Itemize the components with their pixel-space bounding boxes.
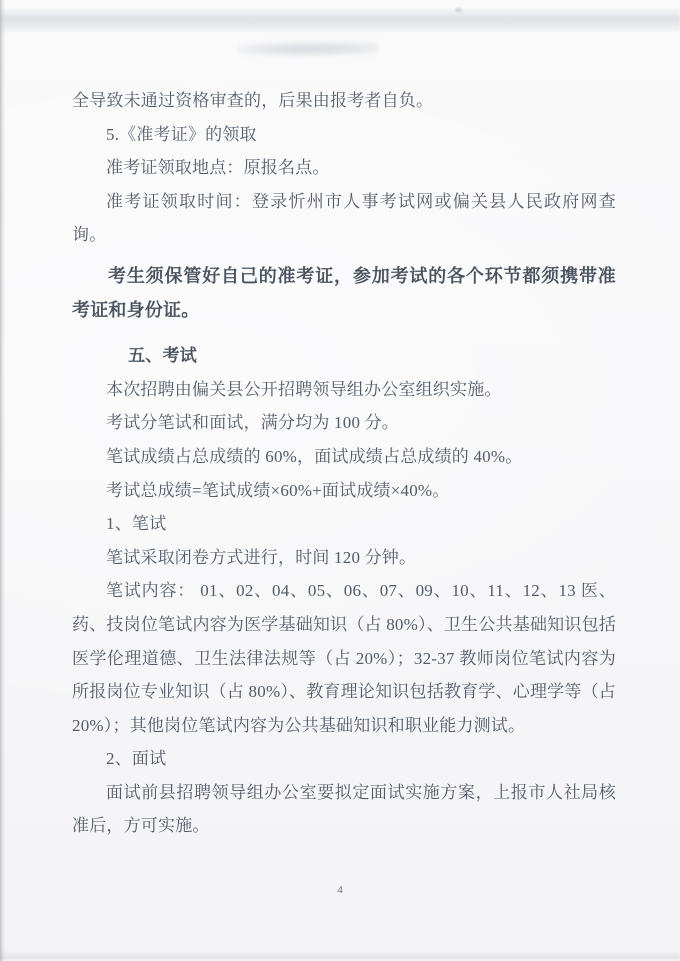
scan-shadow-bottom [0, 951, 680, 959]
para-interview-plan: 面试前县招聘领导组办公室要拟定面试实施方案，上报市人社局核准后，方可实施。 [72, 782, 616, 836]
item-admission-ticket-collection: 5.《准考证》的领取 [106, 124, 257, 144]
para-qualification-notice: 全导致未通过资格审查的，后果由报考者自负。 [72, 91, 434, 110]
scan-shadow-top [0, 9, 680, 32]
para-written-test-format: 笔试采取闭卷方式进行，时间 120 分钟。 [106, 547, 417, 567]
scan-speck [455, 8, 462, 12]
subheading-1-written-test: 1、笔试 [106, 514, 167, 534]
para-ticket-location: 准考证领取地点：原报名点。 [106, 158, 330, 178]
para-exam-organizer: 本次招聘由偏关县公开招聘领导组办公室组织实施。 [106, 379, 502, 399]
page-number: 4 [337, 884, 343, 896]
scan-shadow-left [0, 0, 5, 961]
para-keep-ticket-notice: 考生须保管好自己的准考证，参加考试的各个环节都须携带准考证和身份证。 [72, 265, 616, 320]
para-score-weights: 笔试成绩占总成绩的 60%，面试成绩占总成绩的 40%。 [106, 446, 523, 466]
bleed-through-smudge [238, 41, 378, 58]
document-body [72, 84, 616, 843]
subheading-2-interview: 2、面试 [106, 749, 167, 769]
para-exam-structure: 考试分笔试和面试，满分均为 100 分。 [106, 413, 399, 433]
para-written-test-content: 笔试内容： 01、02、04、05、06、07、09、10、11、12、13 医、药、技岗位笔试内容为医学基础知识（占 80%）、卫生公共基础知识包括医学伦理道德、卫生法律法规等（占 20%）；32-37 教师岗位笔试内容为所报岗位专业知识（占 80%）、教育理论知识包括教育学、心理学等（占 20%）；其他岗位笔试内容为公共基础知识和职业能力测试。 [72, 581, 616, 735]
para-ticket-time: 准考证领取时间：登录忻州市人事考试网或偏关县人民政府网查询。 [72, 191, 616, 245]
heading-section-5-exam: 五、考试 [128, 346, 197, 366]
para-total-score-formula: 考试总成绩=笔试成绩×60%+面试成绩×40%。 [106, 480, 450, 500]
